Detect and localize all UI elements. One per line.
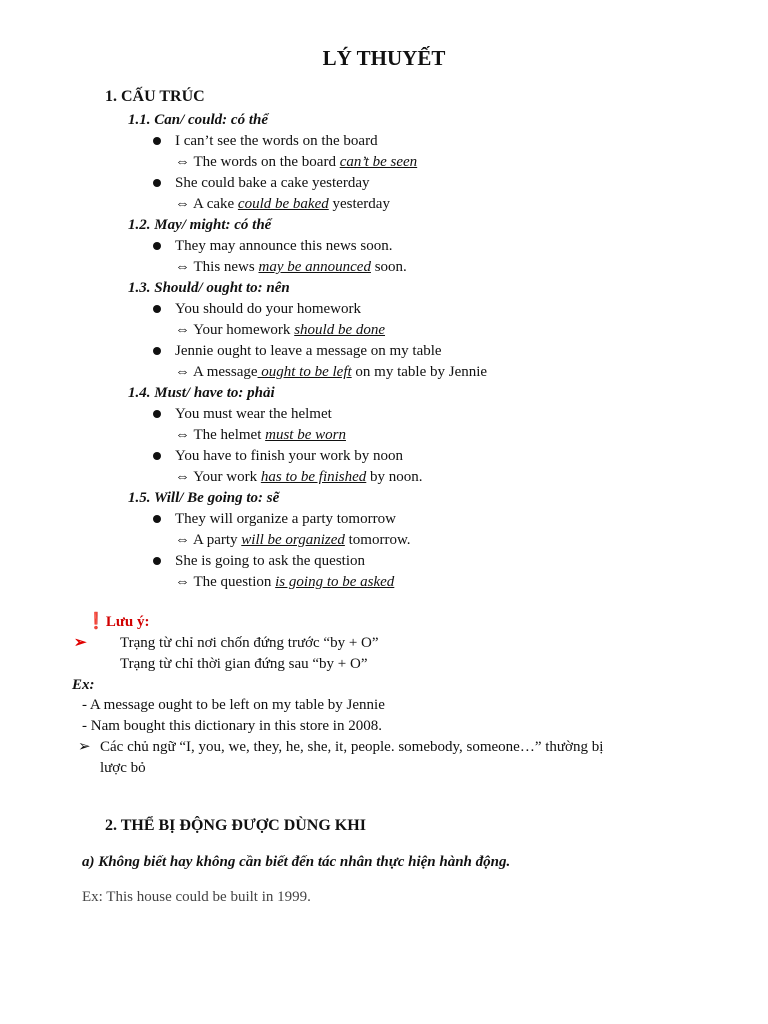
active-sentence: You should do your homework	[175, 301, 361, 317]
passive-verb: is going to be asked	[275, 574, 395, 590]
equivalence-icon: ⇔	[175, 469, 190, 485]
subsection-1-3-label: 1.3. Should/ ought to: nên	[128, 280, 290, 296]
note-rule-subject: Các chủ ngữ “I, you, we, they, he, she, it, people. somebody, someone…” thường bị	[100, 739, 604, 755]
bullet-icon	[153, 557, 161, 565]
passive-verb: ought to be left	[257, 364, 352, 380]
bullet-icon	[153, 410, 161, 418]
equivalence-icon: ⇔	[175, 574, 190, 590]
passive-sentence: ⇔ The helmet must be worn	[175, 427, 346, 443]
bullet-icon	[153, 242, 161, 250]
passive-verb: can’t be seen	[339, 154, 418, 170]
equivalence-icon: ⇔	[175, 364, 190, 380]
bullet-icon	[153, 137, 161, 145]
active-sentence: They will organize a party tomorrow	[175, 511, 396, 527]
arrowhead-bullet-icon: ➢	[74, 635, 87, 651]
arrowhead-bullet-icon: ➢	[78, 739, 91, 755]
bullet-icon	[153, 347, 161, 355]
subsection-1-4-label: 1.4. Must/ have to: phải	[128, 385, 275, 401]
passive-verb: must be worn	[265, 427, 346, 443]
bullet-icon	[153, 515, 161, 523]
active-sentence: She is going to ask the question	[175, 553, 365, 569]
section-2-example: Ex: This house could be built in 1999.	[82, 889, 311, 905]
bullet-icon	[153, 179, 161, 187]
section-1-heading: 1. CẤU TRÚC	[105, 88, 205, 105]
active-sentence: You must wear the helmet	[175, 406, 332, 422]
subsection-1-1-label: 1.1. Can/ could: có thể	[128, 112, 269, 128]
active-sentence: She could bake a cake yesterday	[175, 175, 370, 191]
passive-sentence: ⇔ A message ought to be left on my table by Jennie	[175, 364, 488, 380]
subsection-1-5-label: 1.5. Will/ Be going to: sẽ	[128, 490, 280, 506]
passive-sentence: ⇔ Your homework should be done	[175, 322, 386, 338]
passive-sentence: ⇔ The question is going to be asked	[175, 574, 395, 590]
bullet-icon	[153, 452, 161, 460]
note-rule-place: Trạng từ chỉ nơi chốn đứng trước “by + O”	[120, 635, 379, 651]
section-2-heading: 2. THỂ BỊ ĐỘNG ĐƯỢC DÙNG KHI	[105, 817, 366, 834]
passive-sentence: ⇔ Your work has to be finished by noon.	[175, 469, 423, 485]
active-sentence: They may announce this news soon.	[175, 238, 393, 254]
passive-sentence: ⇔ This news may be announced soon.	[175, 259, 407, 275]
note-rule-subject-cont: lược bỏ	[100, 760, 146, 776]
page-title: LÝ THUYẾT	[322, 46, 446, 70]
active-sentence: I can’t see the words on the board	[175, 133, 378, 149]
equivalence-icon: ⇔	[175, 532, 190, 548]
passive-verb: could be baked	[237, 196, 329, 212]
example-label: Ex:	[72, 677, 95, 693]
passive-sentence: ⇔ A party will be organized tomorrow.	[175, 532, 411, 548]
bullet-icon	[153, 305, 161, 313]
section-2-item-a: a) Không biết hay không cần biết đến tác nhân thực hiện hành động.	[82, 854, 511, 870]
note-heading	[86, 612, 150, 632]
passive-verb: should be done	[294, 322, 386, 338]
subsection-1-2-label: 1.2. May/ might: có thể	[128, 217, 272, 233]
passive-verb: may be announced	[258, 259, 371, 275]
example-sentence: - A message ought to be left on my table by Jennie	[82, 697, 385, 713]
equivalence-icon: ⇔	[175, 196, 190, 212]
passive-sentence: ⇔ A cake could be baked yesterday	[175, 196, 390, 212]
passive-verb: will be organized	[241, 532, 345, 548]
active-sentence: You have to finish your work by noon	[175, 448, 404, 464]
equivalence-icon: ⇔	[175, 154, 190, 170]
passive-sentence: ⇔ The words on the board can’t be seen	[175, 154, 418, 170]
active-sentence: Jennie ought to leave a message on my table	[175, 343, 442, 359]
equivalence-icon: ⇔	[175, 427, 190, 443]
example-sentence: - Nam bought this dictionary in this store in 2008.	[82, 718, 382, 734]
note-rule-time: Trạng từ chỉ thời gian đứng sau “by + O”	[120, 656, 368, 672]
equivalence-icon: ⇔	[175, 259, 190, 275]
note-label: Lưu ý:	[105, 614, 150, 630]
passive-verb: has to be finished	[260, 469, 367, 485]
exclamation-icon: ❗	[86, 613, 106, 630]
equivalence-icon: ⇔	[175, 322, 190, 338]
